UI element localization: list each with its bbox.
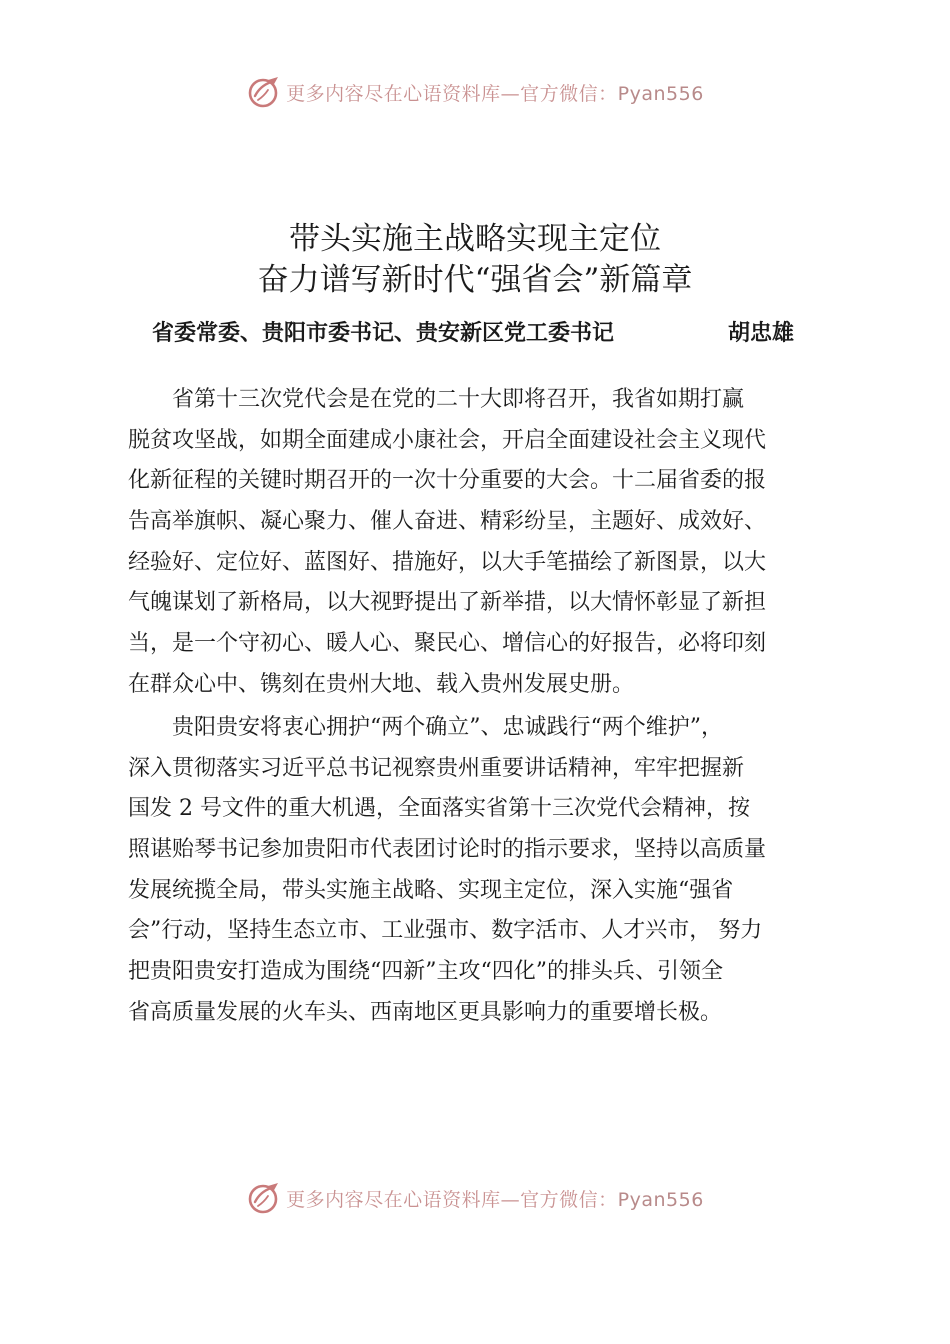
- brush-circle-logo-icon: [246, 74, 282, 110]
- header-banner: [0, 72, 950, 112]
- paragraph-line: 经验好、定位好、蓝图好、措施好，以大手笔描绘了新图景，以大: [128, 549, 767, 575]
- paragraph-line: 化新征程的关键时期召开的一次十分重要的大会。十二届省委的报: [128, 468, 767, 494]
- paragraph-line: 发展统揽全局，带头实施主战略、实现主定位，深入实施“强省: [128, 877, 734, 903]
- paragraph-line: 会”行动，坚持生态立市、工业强市、数字活市、人才兴市， 努力: [128, 918, 763, 944]
- author-role: 省委常委、贵阳市委书记、贵安新区党工委书记: [152, 321, 615, 346]
- document-title-line2: 奋力谱写新时代“强省会”新篇章: [257, 262, 693, 298]
- body-paragraph-1: [128, 380, 848, 706]
- banner-slogan: 更多内容尽在心语资料库—官方微信：: [286, 82, 618, 105]
- paragraph-line: 当，是一个守初心、暖人心、聚民心、增信心的好报告，必将印刻: [128, 631, 767, 657]
- banner-wechat-id: Pyan556: [617, 1188, 704, 1211]
- author-name: 胡忠雄: [728, 321, 795, 346]
- paragraph-line: 脱贫攻坚战，如期全面建成小康社会，开启全面建设社会主义现代: [128, 427, 767, 453]
- paragraph-line: 国发 2 号文件的重大机遇，全面落实省第十三次党代会精神，按: [128, 796, 750, 822]
- banner-wechat-id: Pyan556: [617, 82, 704, 105]
- banner-text: [286, 79, 704, 106]
- footer-banner: [0, 1178, 950, 1218]
- paragraph-line: 省第十三次党代会是在党的二十大即将召开，我省如期打赢: [128, 387, 745, 412]
- body-paragraph-2: [128, 708, 848, 1034]
- paragraph-line: 照谌贻琴书记参加贵阳市代表团讨论时的指示要求，坚持以高质量: [128, 837, 767, 863]
- paragraph-line: 告高举旗帜、凝心聚力、催人奋进、精彩纷呈，主题好、成效好、: [128, 509, 767, 535]
- banner-text: [286, 1185, 704, 1212]
- banner-slogan: 更多内容尽在心语资料库—官方微信：: [286, 1188, 618, 1211]
- paragraph-line: 省高质量发展的火车头、西南地区更具影响力的重要增长极。: [128, 999, 723, 1025]
- paragraph-line: 在群众心中、镌刻在贵州大地、载入贵州发展史册。: [128, 671, 635, 697]
- paragraph-line: 贵阳贵安将衷心拥护“两个确立”、忠诚践行“两个维护”，: [128, 715, 723, 740]
- paragraph-line: 深入贯彻落实习近平总书记视察贵州重要讲话精神，牢牢把握新: [128, 755, 745, 781]
- author-line: [152, 316, 812, 352]
- paragraph-line: 把贵阳贵安打造成为围绕“四新”主攻“四化”的排头兵、引领全: [128, 959, 723, 985]
- brush-circle-logo-icon: [246, 1180, 282, 1216]
- paragraph-line: 气魄谋划了新格局，以大视野提出了新举措，以大情怀彰显了新担: [128, 590, 767, 616]
- document-title-line1: 带头实施主战略实现主定位: [289, 221, 661, 257]
